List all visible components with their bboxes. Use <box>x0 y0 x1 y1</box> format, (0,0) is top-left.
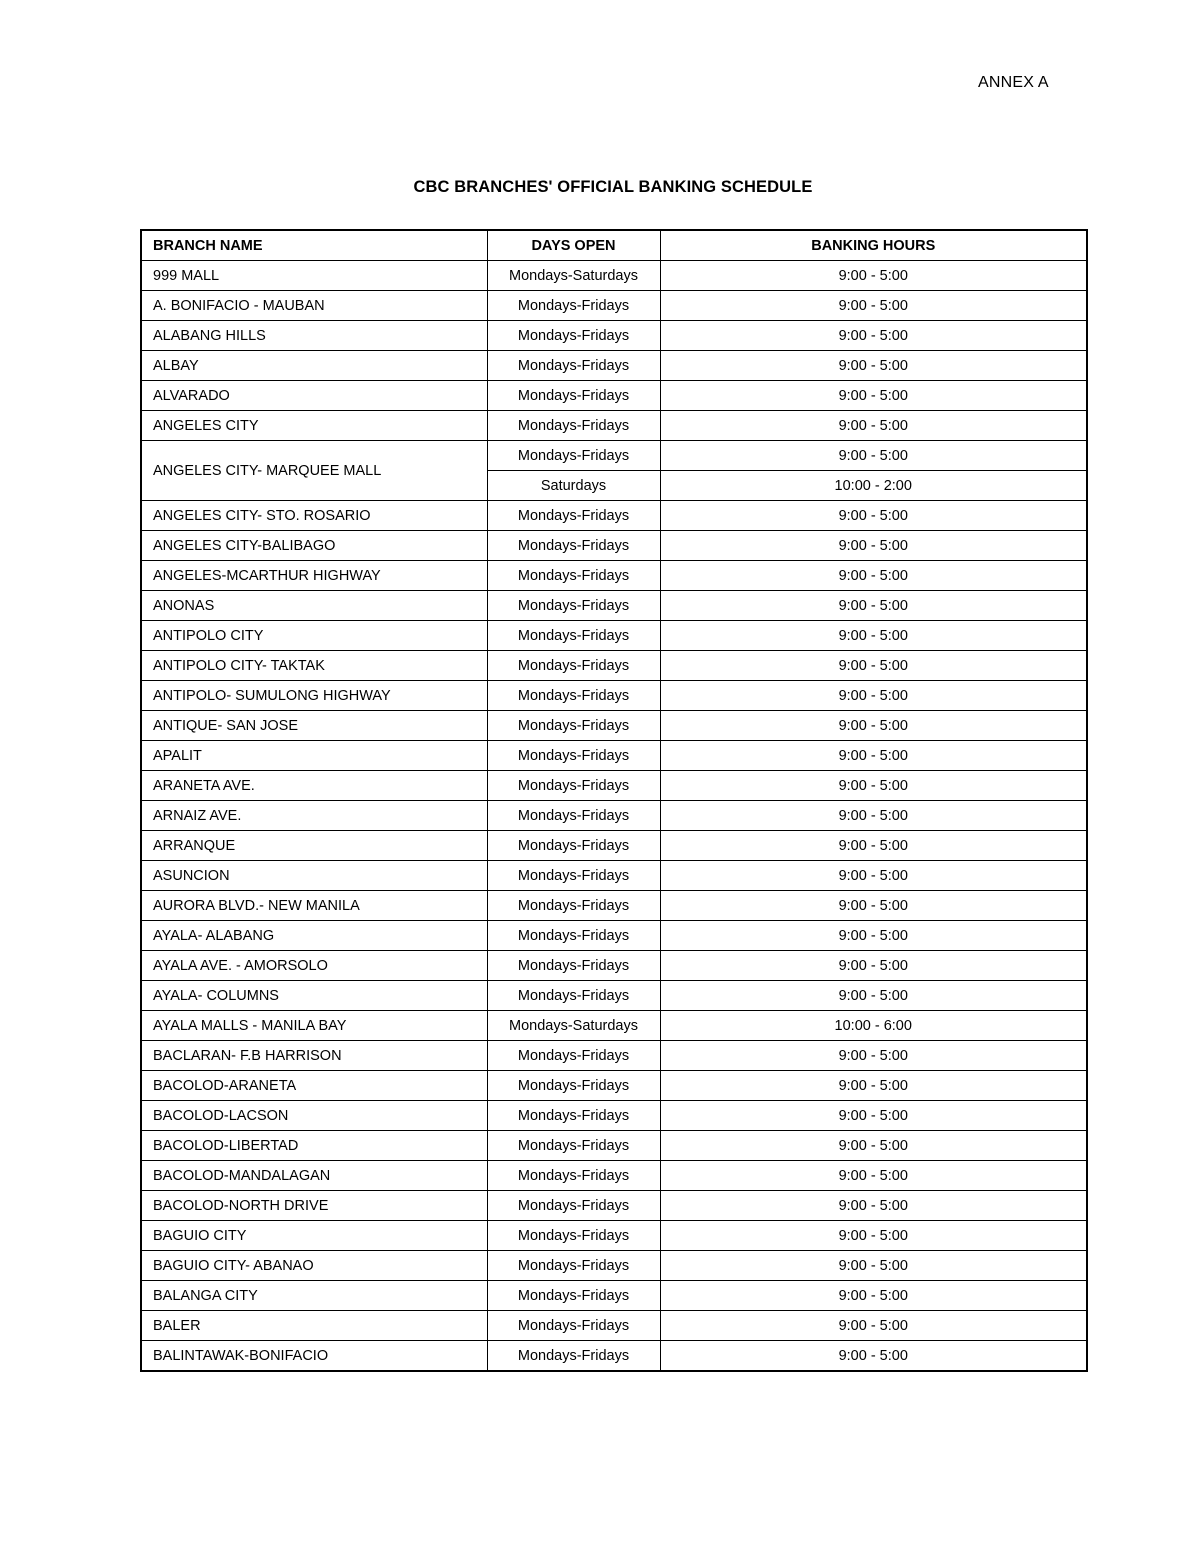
days-open-cell: Mondays-Fridays <box>487 921 660 951</box>
table-row <box>141 591 1087 621</box>
table-row <box>141 1161 1087 1191</box>
branch-name-cell: ALVARADO <box>141 381 487 411</box>
annex-label: ANNEX A <box>978 74 1049 91</box>
table-row <box>141 1101 1087 1131</box>
banking-hours-cell: 9:00 - 5:00 <box>660 1341 1087 1372</box>
days-open-cell: Mondays-Saturdays <box>487 1011 660 1041</box>
banking-hours-cell: 9:00 - 5:00 <box>660 291 1087 321</box>
table-row <box>141 1311 1087 1341</box>
days-open-cell: Mondays-Fridays <box>487 591 660 621</box>
branch-name-cell: BACOLOD-NORTH DRIVE <box>141 1191 487 1221</box>
branch-name-cell: A. BONIFACIO - MAUBAN <box>141 291 487 321</box>
branch-name-cell: BACOLOD-LACSON <box>141 1101 487 1131</box>
branch-name-cell: BACOLOD-MANDALAGAN <box>141 1161 487 1191</box>
table-row <box>141 501 1087 531</box>
table-row <box>141 801 1087 831</box>
table-row <box>141 1341 1087 1372</box>
branch-name-cell: ANTIPOLO CITY- TAKTAK <box>141 651 487 681</box>
table-row <box>141 561 1087 591</box>
days-open-cell: Mondays-Fridays <box>487 801 660 831</box>
branch-name-cell: BAGUIO CITY <box>141 1221 487 1251</box>
days-open-cell: Mondays-Fridays <box>487 681 660 711</box>
branch-name-cell: ANTIPOLO CITY <box>141 621 487 651</box>
branch-name-cell: ARANETA AVE. <box>141 771 487 801</box>
branch-name-cell: ARNAIZ AVE. <box>141 801 487 831</box>
table-row <box>141 681 1087 711</box>
table-row <box>141 411 1087 441</box>
days-open-cell: Mondays-Fridays <box>487 1041 660 1071</box>
column-header-banking-hours: BANKING HOURS <box>660 230 1087 261</box>
table-row <box>141 1281 1087 1311</box>
branch-name-cell: APALIT <box>141 741 487 771</box>
branch-name-cell: ALABANG HILLS <box>141 321 487 351</box>
banking-hours-cell: 9:00 - 5:00 <box>660 261 1087 291</box>
days-open-cell: Mondays-Fridays <box>487 1221 660 1251</box>
banking-hours-cell: 9:00 - 5:00 <box>660 621 1087 651</box>
branch-name-cell: BACLARAN- F.B HARRISON <box>141 1041 487 1071</box>
banking-hours-cell: 9:00 - 5:00 <box>660 441 1087 471</box>
table-row <box>141 771 1087 801</box>
table-row <box>141 261 1087 291</box>
days-open-cell: Mondays-Fridays <box>487 981 660 1011</box>
banking-hours-cell: 9:00 - 5:00 <box>660 831 1087 861</box>
banking-hours-cell: 10:00 - 6:00 <box>660 1011 1087 1041</box>
banking-hours-cell: 9:00 - 5:00 <box>660 981 1087 1011</box>
banking-schedule-table <box>140 229 1088 1372</box>
table-body <box>141 261 1087 1372</box>
branch-name-cell: ANGELES CITY <box>141 411 487 441</box>
days-open-cell: Mondays-Fridays <box>487 651 660 681</box>
banking-hours-cell: 9:00 - 5:00 <box>660 1221 1087 1251</box>
days-open-cell: Mondays-Fridays <box>487 1281 660 1311</box>
days-open-cell: Mondays-Fridays <box>487 381 660 411</box>
branch-name-cell: AYALA MALLS - MANILA BAY <box>141 1011 487 1041</box>
banking-hours-cell: 9:00 - 5:00 <box>660 381 1087 411</box>
table-row <box>141 1071 1087 1101</box>
days-open-cell: Mondays-Fridays <box>487 771 660 801</box>
days-open-cell: Mondays-Fridays <box>487 741 660 771</box>
banking-hours-cell: 9:00 - 5:00 <box>660 561 1087 591</box>
branch-name-cell: AYALA AVE. - AMORSOLO <box>141 951 487 981</box>
banking-hours-cell: 9:00 - 5:00 <box>660 1041 1087 1071</box>
banking-hours-cell: 9:00 - 5:00 <box>660 1251 1087 1281</box>
days-open-cell: Mondays-Fridays <box>487 861 660 891</box>
branch-name-cell: ANGELES CITY- MARQUEE MALL <box>141 441 487 501</box>
table-row <box>141 1251 1087 1281</box>
table-row <box>141 981 1087 1011</box>
banking-hours-cell: 9:00 - 5:00 <box>660 951 1087 981</box>
days-open-cell: Mondays-Fridays <box>487 291 660 321</box>
days-open-cell: Mondays-Fridays <box>487 621 660 651</box>
branch-name-cell: BALER <box>141 1311 487 1341</box>
days-open-cell: Mondays-Fridays <box>487 1161 660 1191</box>
table-row <box>141 1011 1087 1041</box>
banking-hours-cell: 9:00 - 5:00 <box>660 1161 1087 1191</box>
days-open-cell: Saturdays <box>487 471 660 501</box>
branch-name-cell: AYALA- ALABANG <box>141 921 487 951</box>
banking-hours-cell: 9:00 - 5:00 <box>660 1101 1087 1131</box>
banking-hours-cell: 9:00 - 5:00 <box>660 891 1087 921</box>
banking-hours-cell: 9:00 - 5:00 <box>660 681 1087 711</box>
table-row <box>141 441 1087 471</box>
branch-name-cell: BALANGA CITY <box>141 1281 487 1311</box>
banking-hours-cell: 9:00 - 5:00 <box>660 1311 1087 1341</box>
table-row <box>141 351 1087 381</box>
banking-hours-cell: 9:00 - 5:00 <box>660 1281 1087 1311</box>
days-open-cell: Mondays-Fridays <box>487 321 660 351</box>
days-open-cell: Mondays-Fridays <box>487 561 660 591</box>
table-row <box>141 1191 1087 1221</box>
days-open-cell: Mondays-Fridays <box>487 531 660 561</box>
days-open-cell: Mondays-Fridays <box>487 711 660 741</box>
branch-name-cell: BACOLOD-LIBERTAD <box>141 1131 487 1161</box>
banking-hours-cell: 9:00 - 5:00 <box>660 531 1087 561</box>
column-header-branch-name: BRANCH NAME <box>141 230 487 261</box>
table-row <box>141 711 1087 741</box>
banking-hours-cell: 10:00 - 2:00 <box>660 471 1087 501</box>
banking-hours-cell: 9:00 - 5:00 <box>660 921 1087 951</box>
banking-hours-cell: 9:00 - 5:00 <box>660 1191 1087 1221</box>
branch-name-cell: ANGELES CITY- STO. ROSARIO <box>141 501 487 531</box>
branch-name-cell: 999 MALL <box>141 261 487 291</box>
days-open-cell: Mondays-Fridays <box>487 1191 660 1221</box>
banking-hours-cell: 9:00 - 5:00 <box>660 351 1087 381</box>
table-row <box>141 531 1087 561</box>
days-open-cell: Mondays-Fridays <box>487 1101 660 1131</box>
table-row <box>141 321 1087 351</box>
table-row <box>141 1041 1087 1071</box>
days-open-cell: Mondays-Fridays <box>487 831 660 861</box>
days-open-cell: Mondays-Fridays <box>487 441 660 471</box>
days-open-cell: Mondays-Fridays <box>487 411 660 441</box>
banking-hours-cell: 9:00 - 5:00 <box>660 801 1087 831</box>
table-row <box>141 291 1087 321</box>
banking-hours-cell: 9:00 - 5:00 <box>660 411 1087 441</box>
table-row <box>141 831 1087 861</box>
branch-name-cell: BAGUIO CITY- ABANAO <box>141 1251 487 1281</box>
banking-hours-cell: 9:00 - 5:00 <box>660 1131 1087 1161</box>
table-row <box>141 741 1087 771</box>
days-open-cell: Mondays-Fridays <box>487 1071 660 1101</box>
table-row <box>141 921 1087 951</box>
days-open-cell: Mondays-Fridays <box>487 1131 660 1161</box>
banking-hours-cell: 9:00 - 5:00 <box>660 711 1087 741</box>
branch-name-cell: BACOLOD-ARANETA <box>141 1071 487 1101</box>
table-header-row <box>141 230 1087 261</box>
banking-hours-cell: 9:00 - 5:00 <box>660 771 1087 801</box>
branch-name-cell: ANTIQUE- SAN JOSE <box>141 711 487 741</box>
column-header-days-open: DAYS OPEN <box>487 230 660 261</box>
document-title: CBC BRANCHES' OFFICIAL BANKING SCHEDULE <box>413 178 813 196</box>
branch-name-cell: ANTIPOLO- SUMULONG HIGHWAY <box>141 681 487 711</box>
days-open-cell: Mondays-Fridays <box>487 951 660 981</box>
table-row <box>141 1131 1087 1161</box>
days-open-cell: Mondays-Fridays <box>487 1251 660 1281</box>
days-open-cell: Mondays-Fridays <box>487 891 660 921</box>
banking-hours-cell: 9:00 - 5:00 <box>660 651 1087 681</box>
branch-name-cell: ANGELES CITY-BALIBAGO <box>141 531 487 561</box>
table-row <box>141 381 1087 411</box>
table-row <box>141 951 1087 981</box>
days-open-cell: Mondays-Fridays <box>487 501 660 531</box>
branch-name-cell: AYALA- COLUMNS <box>141 981 487 1011</box>
days-open-cell: Mondays-Fridays <box>487 351 660 381</box>
banking-hours-cell: 9:00 - 5:00 <box>660 591 1087 621</box>
banking-hours-cell: 9:00 - 5:00 <box>660 741 1087 771</box>
table-row <box>141 651 1087 681</box>
days-open-cell: Mondays-Fridays <box>487 1311 660 1341</box>
banking-hours-cell: 9:00 - 5:00 <box>660 501 1087 531</box>
branch-name-cell: ARRANQUE <box>141 831 487 861</box>
days-open-cell: Mondays-Fridays <box>487 1341 660 1372</box>
table-row <box>141 1221 1087 1251</box>
branch-name-cell: ANONAS <box>141 591 487 621</box>
table-row <box>141 891 1087 921</box>
branch-name-cell: ALBAY <box>141 351 487 381</box>
banking-hours-cell: 9:00 - 5:00 <box>660 861 1087 891</box>
branch-name-cell: ANGELES-MCARTHUR HIGHWAY <box>141 561 487 591</box>
table-row <box>141 861 1087 891</box>
branch-name-cell: BALINTAWAK-BONIFACIO <box>141 1341 487 1372</box>
banking-hours-cell: 9:00 - 5:00 <box>660 321 1087 351</box>
branch-name-cell: AURORA BLVD.- NEW MANILA <box>141 891 487 921</box>
banking-hours-cell: 9:00 - 5:00 <box>660 1071 1087 1101</box>
days-open-cell: Mondays-Saturdays <box>487 261 660 291</box>
table-row <box>141 621 1087 651</box>
branch-name-cell: ASUNCION <box>141 861 487 891</box>
